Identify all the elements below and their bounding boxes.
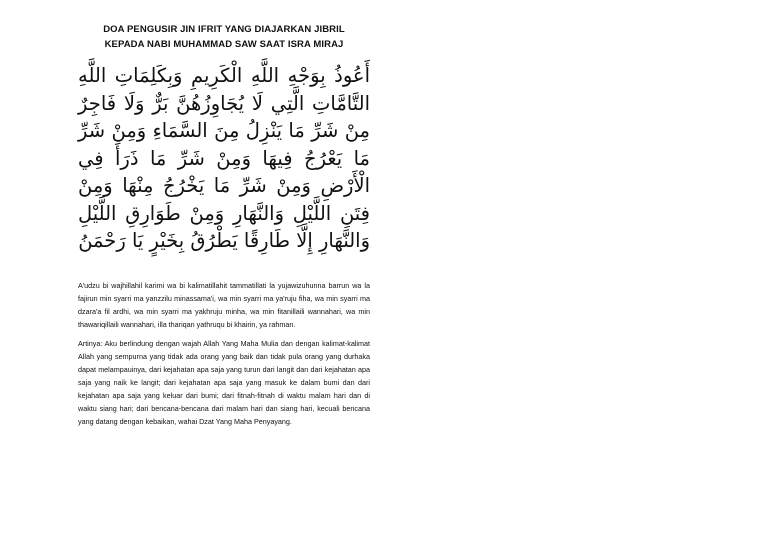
title-line-1: DOA PENGUSIR JIN IFRIT YANG DIAJARKAN JIBRIL bbox=[103, 24, 345, 35]
translation-text: Aku berlindung dengan wajah Allah Yang Maha Mulia dan dengan kalimat-kalimat Allah yang sempurna yang tidak ada orang yang baik dan tidak pula orang yang durhaka dapat melampauinya, dari kejahatan apa saja yang turun dari langit dan dari kejahatan apa saja yang naik ke langit; dari kejahatan apa saja yang masuk ke dalam bumi dan dari kejahatan apa saja yang keluar dari bumi; dari fitnah-fitnah di waktu malam hari dan di waktu siang hari; dari bencana-bencana dari malam hari dan siang hari, kecuali bencana yang datang dengan kebaikan, wahai Dzat Yang Maha Penyayang. bbox=[78, 338, 370, 427]
title-line-2: KEPADA NABI MUHAMMAD SAW SAAT ISRA MIRAJ bbox=[104, 39, 344, 50]
latin-transliteration: A'udzu bi wajhillahil karimi wa bi kalimatillahit tammatillati la yujawizuhunna barrun wa la fajirun min syarri ma yanzzilu minassama'i, wa min syarri ma ya'ruju fiha, wa min syarri ma dzara'a fil ardhi, wa min syarri ma yakhruju minha, wa min fitanillaili wannahari, wa min thawariqillaili wannahari, illa thariqan yathruqu bi khairin, ya rahman. bbox=[78, 280, 370, 329]
document-page bbox=[78, 22, 370, 429]
translation-paragraph bbox=[78, 337, 370, 429]
arabic-prayer-text: أَعُوذُ بِوَجْهِ اللَّهِ الْكَرِيمِ وَبِكَلِمَاتِ اللَّهِ التَّامَّاتِ الَّتِي لَا يُجَاوِزُهُنَّ بَرٌّ وَلَا فَاجِرٌ مِنْ شَرِّ مَا يَنْزِلُ مِنَ السَّمَاءِ وَمِنْ شَرِّ مَا يَعْرُجُ فِيهَا وَمِنْ شَرِّ مَا ذَرَأَ فِي الْأَرْضِ وَمِنْ شَرِّ مَا يَخْرُجُ مِنْهَا وَمِنْ فِتَنِ اللَّيْلِ وَالنَّهَارِ وَمِنْ طَوَارِقِ اللَّيْلِ وَالنَّهَارِ إِلَّا طَارِقًا يَطْرُقُ بِخَيْرٍ يَا رَحْمَنُ bbox=[78, 64, 370, 252]
translation-label: Artinya: bbox=[78, 338, 103, 348]
